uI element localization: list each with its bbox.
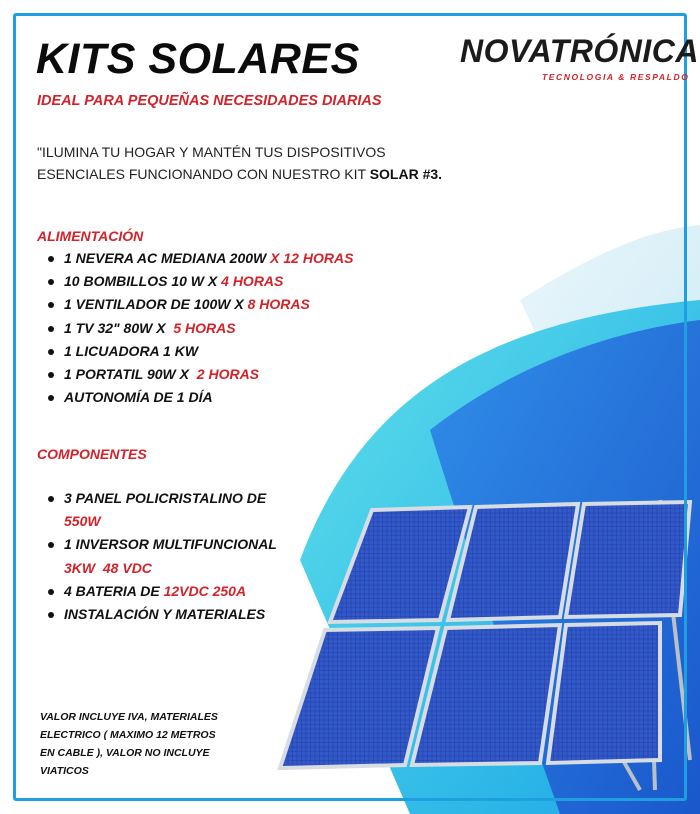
item-text: 1 PORTATIL 90W X bbox=[64, 366, 197, 383]
bullet-icon bbox=[48, 612, 54, 618]
brand-name: NOVATRÓNICA bbox=[460, 33, 699, 69]
list-item bbox=[44, 487, 277, 533]
item-text: 4 BATERIA DE bbox=[64, 582, 164, 599]
list-item bbox=[44, 270, 353, 293]
item-text: 1 INVERSOR MULTIFUNCIONAL bbox=[64, 536, 277, 553]
item-highlight: 3KW 48 VDC bbox=[64, 559, 152, 576]
bullet-icon bbox=[48, 279, 54, 285]
bullet-icon bbox=[48, 496, 54, 502]
item-highlight: 12VDC 250A bbox=[163, 582, 247, 599]
item-text: INSTALACIÓN Y MATERIALES bbox=[64, 606, 266, 623]
quote-line-2: ESENCIALES FUNCIONANDO CON NUESTRO KIT bbox=[37, 166, 370, 182]
componentes-heading: COMPONENTES bbox=[37, 446, 147, 462]
bullet-icon bbox=[48, 349, 54, 355]
bullet-icon bbox=[48, 589, 54, 595]
item-highlight: 2 HORAS bbox=[196, 366, 260, 383]
item-text: 1 VENTILADOR DE 100W X bbox=[64, 296, 248, 313]
alimentacion-list bbox=[44, 247, 353, 409]
list-item bbox=[44, 293, 353, 316]
alimentacion-heading: ALIMENTACIÓN bbox=[37, 228, 144, 244]
bullet-icon bbox=[48, 542, 54, 548]
item-text: 10 BOMBILLOS 10 W X bbox=[64, 273, 222, 290]
list-item bbox=[44, 317, 353, 340]
list-item bbox=[44, 340, 353, 363]
price-note bbox=[40, 708, 260, 780]
item-text: 1 TV 32" 80W X bbox=[64, 319, 174, 336]
list-item bbox=[44, 603, 277, 626]
list-item bbox=[44, 533, 277, 579]
list-item bbox=[44, 580, 277, 603]
list-item bbox=[44, 386, 353, 409]
item-text: 3 PANEL POLICRISTALINO DE bbox=[64, 490, 267, 506]
brand-logo bbox=[460, 33, 699, 83]
componentes-list bbox=[44, 487, 277, 626]
bullet-icon bbox=[48, 302, 54, 308]
item-highlight: 550W bbox=[64, 513, 101, 530]
intro-quote bbox=[37, 141, 497, 185]
item-highlight: 4 HORAS bbox=[221, 273, 284, 290]
item-text: 1 NEVERA AC MEDIANA 200W bbox=[64, 250, 267, 266]
page-subtitle: IDEAL PARA PEQUEÑAS NECESIDADES DIARIAS bbox=[37, 93, 382, 109]
item-text: 1 LICUADORA 1 KW bbox=[64, 342, 199, 359]
note-line: VIATICOS bbox=[40, 765, 89, 777]
note-line: ELECTRICO ( MAXIMO 12 METROS bbox=[40, 729, 216, 741]
item-highlight: 5 HORAS bbox=[173, 319, 236, 336]
brand-tagline: TECNOLOGIA & RESPALDO bbox=[542, 72, 690, 82]
page-title: KITS SOLARES bbox=[36, 35, 360, 83]
note-line: EN CABLE ), VALOR NO INCLUYE bbox=[40, 747, 210, 759]
bullet-icon bbox=[48, 395, 54, 401]
bullet-icon bbox=[48, 326, 54, 332]
item-text: AUTONOMÍA DE 1 DÍA bbox=[64, 389, 213, 406]
item-highlight: X 12 HORAS bbox=[266, 250, 354, 266]
quote-line-1: "ILUMINA TU HOGAR Y MANTÉN TUS DISPOSITIVOS bbox=[37, 144, 386, 160]
list-item bbox=[44, 247, 353, 270]
list-item bbox=[44, 363, 353, 386]
item-highlight: 8 HORAS bbox=[247, 296, 310, 313]
quote-kit-name: SOLAR #3. bbox=[369, 166, 443, 182]
bullet-icon bbox=[48, 256, 54, 262]
bullet-icon bbox=[48, 372, 54, 378]
note-line: VALOR INCLUYE IVA, MATERIALES bbox=[40, 711, 218, 723]
